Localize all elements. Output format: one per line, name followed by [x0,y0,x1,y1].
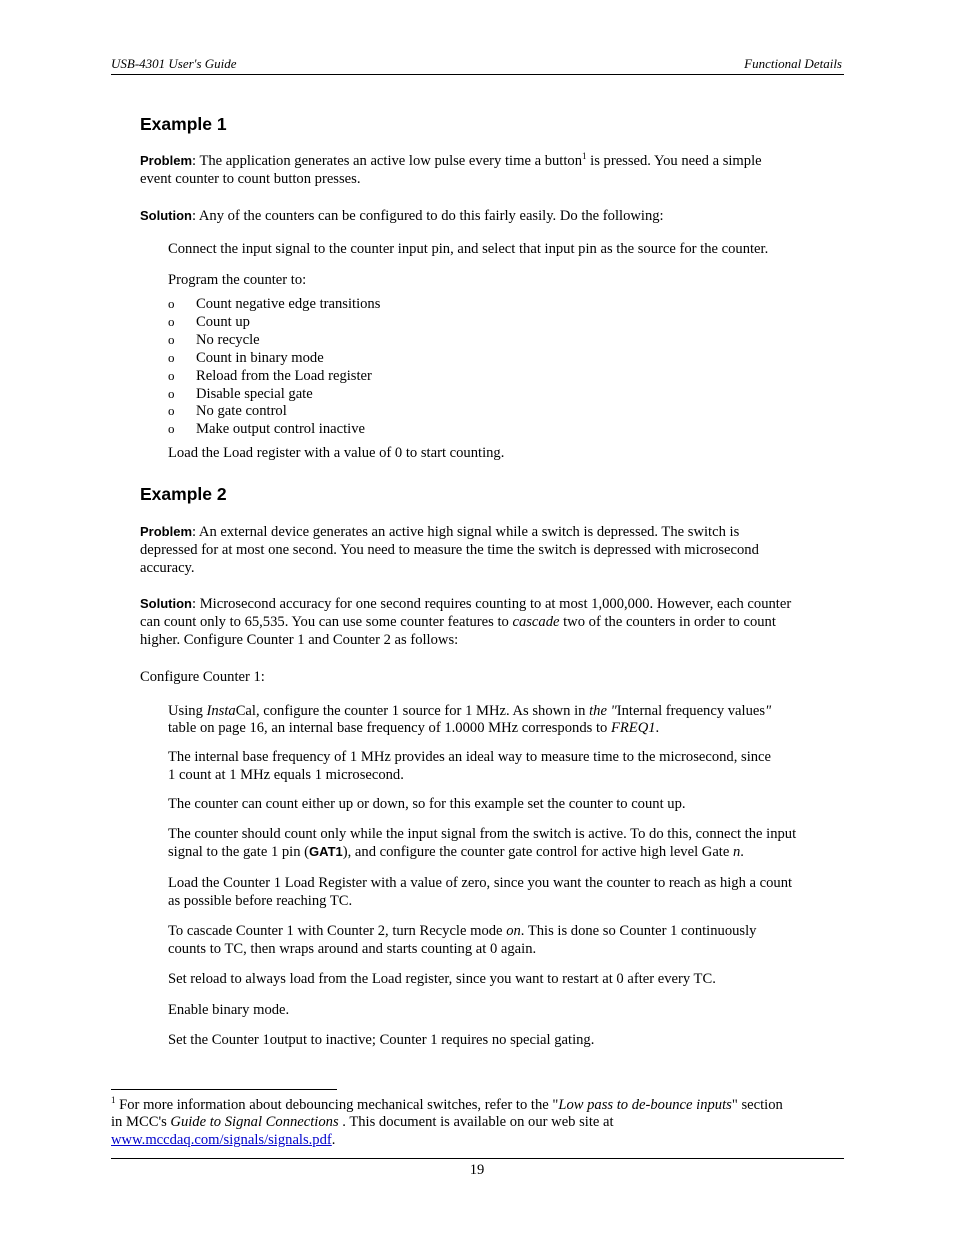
p6-line2: counts to TC, then wraps around and starts counting at 0 again. [168,941,537,957]
footnote-ref: 1 [582,151,587,161]
solution-label: Solution [140,208,192,223]
text: ), and configure the counter gate control for active high level Gate [342,844,733,860]
example1-step-program: Program the counter to: [168,272,307,288]
problem-text-cont: is pressed. You need a simple [586,153,762,169]
open-quote: " [610,703,617,719]
example2-heading: Example 2 [140,484,227,504]
solution-label: Solution [140,596,192,611]
example2-problem-line1 [140,523,739,541]
p8: Enable binary mode. [168,1002,290,1018]
example2-solution-line2 [140,613,776,631]
solution-text: can count only to 65,535. You can use some counter features to [140,614,513,630]
n-emphasis: n [733,844,741,860]
example1-problem-line2: event counter to count button presses. [140,171,361,187]
section-title: Low pass to de-bounce inputs [558,1097,732,1113]
list-item: Reload from the Load register [196,367,372,384]
p6-line1 [168,922,756,940]
footnote-line2 [111,1114,614,1132]
problem-text: : The application generates an active low pulse every time a button [192,153,582,169]
text: . This document is available on our web site at [338,1114,614,1130]
footnote-number: 1 [111,1095,116,1105]
configure-counter1-label: Configure Counter 1: [140,669,265,685]
footer-rule [111,1158,844,1159]
text: To cascade Counter 1 with Counter 2, turn Recycle mode [168,923,507,939]
bullet-marker-icon: o [168,331,175,347]
text: . [655,720,660,736]
bullet-marker-icon: o [168,349,175,365]
text: Using [168,703,207,719]
list-item: No gate control [196,403,287,420]
list-item: Count negative edge transitions [196,296,381,312]
example1-step-load: Load the Load register with a value of 0 to start counting. [168,445,505,461]
text: . [740,844,744,860]
insta-emphasis: Insta [206,703,236,719]
guide-title: Guide to Signal Connections [170,1114,339,1130]
text: signal to the gate 1 pin ( [168,844,310,860]
p5-line1: Load the Counter 1 Load Register with a value of zero, since you want the counter to reach as high a count [168,875,793,891]
header-rule [111,74,844,75]
example2-problem-line3: accuracy. [140,560,195,576]
p3: The counter can count either up or down, so for this example set the counter to count up. [168,796,686,812]
page-number: 19 [469,1162,485,1178]
on-emphasis: on [506,923,521,939]
bullet-marker-icon: o [168,313,175,329]
p5-line2: as possible before reaching TC. [168,893,353,909]
p1-line2 [168,719,659,737]
signals-pdf-link[interactable]: www.mccdaq.com/signals/signals.pdf [111,1132,332,1148]
running-header-section: Functional Details [744,56,842,71]
text: For more information about debouncing mechanical switches, refer to the " [115,1097,559,1113]
p2-line2: 1 count at 1 MHz equals 1 microsecond. [168,767,404,783]
p7: Set reload to always load from the Load register, since you want to restart at 0 after every TC. [168,971,716,987]
running-header-title: USB-4301 User's Guide [111,56,237,71]
example1-problem-line1 [140,152,762,170]
the-emphasis: the [589,703,611,719]
bullet-marker-icon: o [168,385,175,401]
text: in MCC's [111,1114,171,1130]
gat1-pin-label: GAT1 [309,844,343,859]
list-item: Count in binary mode [196,349,324,366]
p1-line1 [168,702,771,720]
text: . [331,1132,336,1148]
example2-solution-line1 [140,595,791,613]
p4-line1: The counter should count only while the input signal from the switch is active. To do this, connect the input [168,826,797,842]
list-item: Count up [196,313,250,330]
text: " section [731,1097,783,1113]
footnote-line1 [111,1097,783,1115]
list-item: No recycle [196,331,260,348]
list-item: Disable special gate [196,385,313,402]
solution-text: : Any of the counters can be configured to do this fairly easily. Do the following: [192,208,664,224]
solution-text: two of the counters in order to count [559,614,776,630]
example1-solution [140,207,664,225]
bullet-marker-icon: o [168,367,175,383]
p2-line1: The internal base frequency of 1 MHz provides an ideal way to measure time to the microsecond, since [168,749,771,765]
p9: Set the Counter 1output to inactive; Counter 1 requires no special gating. [168,1032,595,1048]
solution-text: : Microsecond accuracy for one second requires counting to at most 1,000,000. However, each counter [192,596,792,612]
text: table on page 16, an internal base frequency of 1.0000 MHz corresponds to [168,720,611,736]
example1-heading: Example 1 [140,114,227,134]
bullet-marker-icon: o [168,296,175,311]
solution-emphasis: cascade [512,614,560,630]
problem-label: Problem [140,524,193,539]
freq1-emphasis: FREQ1 [610,720,656,736]
list-item: Make output control inactive [196,421,365,438]
problem-text: : An external device generates an active high signal while a switch is depressed. The switch is [192,524,740,540]
close-quote: " [765,703,772,719]
example2-solution-line3: higher. Configure Counter 1 and Counter 2 as follows: [140,632,459,648]
footnote-separator [111,1089,337,1090]
table-name: Internal frequency values [616,703,766,719]
problem-label: Problem [140,153,193,168]
footnote-line3 [111,1132,335,1150]
example1-step-connect: Connect the input signal to the counter input pin, and select that input pin as the source for the counter. [168,241,769,257]
p4-line2 [168,843,744,861]
bullet-marker-icon: o [168,421,175,437]
text: . This is done so Counter 1 continuously [520,923,757,939]
text: Cal, configure the counter 1 source for 1 MHz. As shown in [235,703,590,719]
bullet-marker-icon: o [168,403,175,419]
example2-problem-line2: depressed for at most one second. You need to measure the time the switch is depressed with microsecond [140,542,759,558]
